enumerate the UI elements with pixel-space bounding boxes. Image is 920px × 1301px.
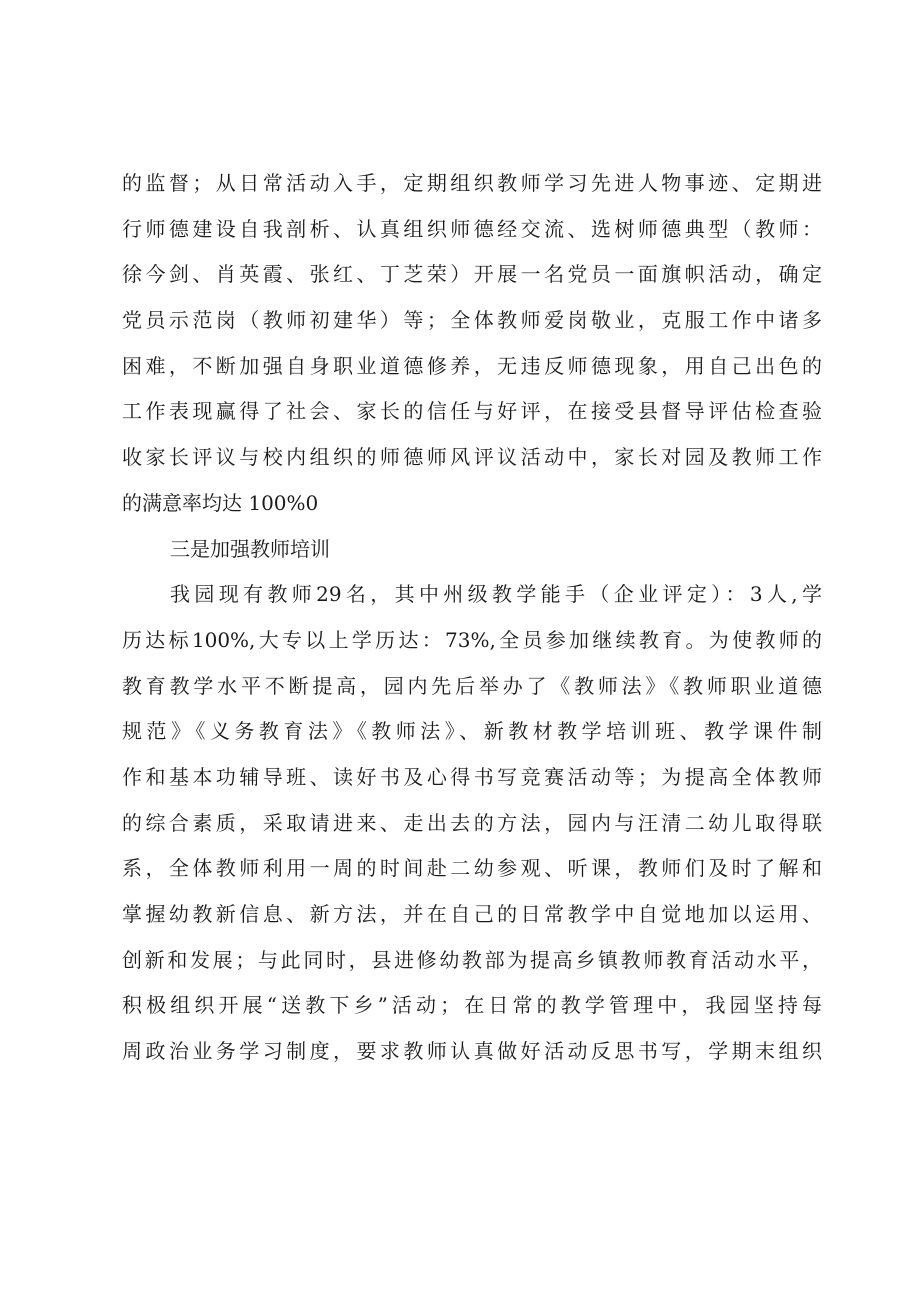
section-heading: 三是加强教师培训 [170, 536, 330, 561]
paragraph-line: 历达标100%,大专以上学历达：73%,全员参加继续教育。为使教师的 [122, 627, 822, 652]
paragraph-line: 工作表现赢得了社会、家长的信任与好评，在接受县督导评估检查验 [122, 399, 822, 424]
paragraph-line-first: 我园现有教师29名，其中州级教学能手（企业评定）：3人,学 [170, 582, 822, 607]
paragraph-line: 规范》《义务教育法》《教师法》、新教材教学培训班、教学课件制 [122, 719, 822, 744]
paragraph-line: 党员示范岗（教师初建华）等；全体教师爱岗敬业，克服工作中诸多 [122, 308, 822, 333]
paragraph-line: 掌握幼教新信息、新方法，并在自己的日常教学中自觉地加以运用、 [122, 902, 822, 926]
paragraph-line: 积极组织开展“送教下乡”活动；在日常的教学管理中，我园坚持每 [122, 993, 822, 1018]
paragraph-line: 作和基本功辅导班、读好书及心得书写竞赛活动等；为提高全体教师 [122, 764, 822, 789]
paragraph-teacher-ethics [122, 161, 822, 527]
paragraph-line: 的监督；从日常活动入手，定期组织教师学习先进人物事迹、定期进 [122, 171, 822, 195]
paragraph-line: 徐今剑、肖英霞、张红、丁芝荣）开展一名党员一面旗帜活动，确定 [122, 262, 822, 287]
document-body [122, 161, 822, 1075]
paragraph-line: 系，全体教师利用一周的时间赴二幼参观、听课，教师们及时了解和 [122, 856, 822, 881]
paragraph-line: 周政治业务学习制度，要求教师认真做好活动反思书写，学期末组织 [122, 1039, 822, 1064]
paragraph-teacher-training [122, 572, 822, 1075]
paragraph-line: 收家长评议与校内组织的师德师风评议活动中，家长对园及教师工作 [122, 445, 822, 470]
paragraph-line-last: 的满意率均达 100%0 [122, 490, 319, 515]
paragraph-line: 困难，不断加强自身职业道德修养，无违反师德现象，用自己出色的 [122, 353, 822, 378]
paragraph-line: 的综合素质，采取请进来、走出去的方法，园内与汪清二幼儿取得联 [122, 810, 822, 835]
paragraph-line: 教育教学水平不断提高，园内先后举办了《教师法》《教师职业道德 [122, 673, 822, 698]
paragraph-line: 行师德建设自我剖析、认真组织师德经交流、选树师德典型（教师： [122, 216, 822, 241]
paragraph-line: 创新和发展；与此同时，县进修幼教部为提高乡镇教师教育活动水平， [122, 947, 822, 972]
